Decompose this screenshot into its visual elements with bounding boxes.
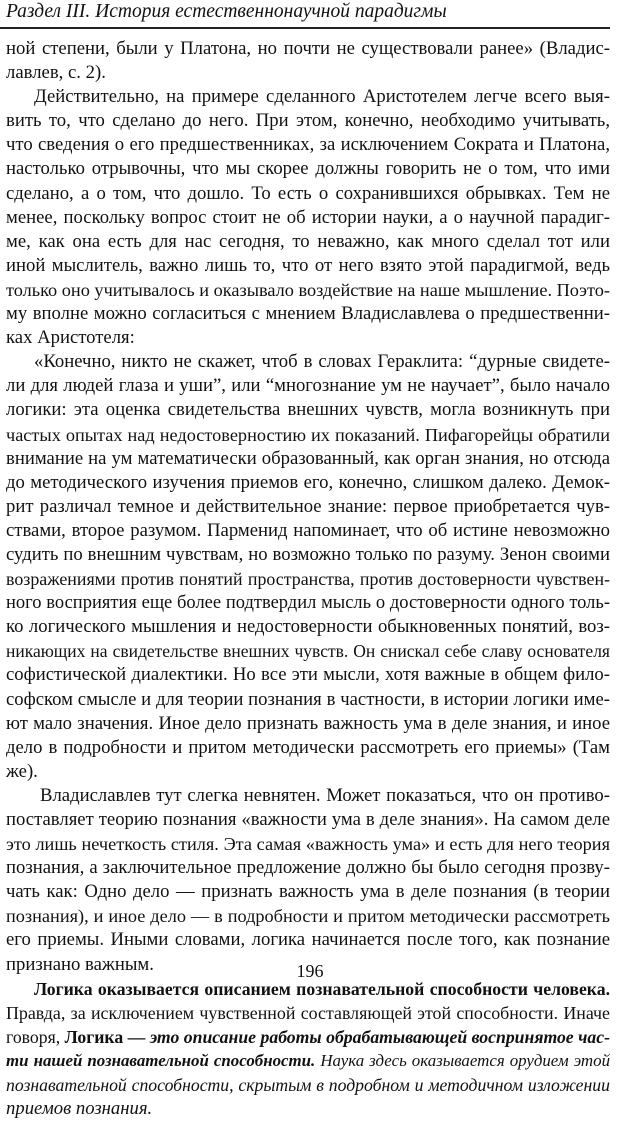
text-line: его приемы. Иными словами, логика начинается после того, как познание xyxy=(6,929,610,951)
bold-italic-definition: ти нашей познавательной способности. xyxy=(6,1050,316,1070)
text-line: вить то, что сделано до него. При этом, конечно, необходимо учитывать, xyxy=(6,110,610,132)
italic-text: Наука здесь оказывается орудием этой xyxy=(315,1050,611,1070)
text-line: познания, а заключительное предложение должно бы было сегодня прозву- xyxy=(6,857,610,879)
quote-line: до методического изучения приемов его, конечно, слишком далеко. Демок- xyxy=(6,471,610,493)
text-line: Правда, за исключением чувственной составляющей этой способности. Иначе xyxy=(6,1002,610,1023)
quote-line: ют мало значения. Иное дело признать важность ума в деле знания, и иное xyxy=(6,712,610,734)
text-line: Владиславлев тут слегка невнятен. Может показаться, что он противо- xyxy=(40,784,610,806)
mixed-line xyxy=(6,1049,610,1073)
text-line: только оно учитывалось и оказывало воздействие на наше мышление. Поэто- xyxy=(6,279,610,300)
quote-line: софистической диалектики. Но все эти мысли, хотя важные в общем фило- xyxy=(6,664,610,686)
text-line: что сведения о его предшественниках, за исключением Сократа и Платона, xyxy=(6,134,610,156)
bold-statement-line: Логика оказывается описанием познавательной способности человека. xyxy=(34,978,610,999)
italic-line: приемов познания. xyxy=(6,1098,153,1120)
quote-line: же). xyxy=(6,760,38,782)
header-rule xyxy=(0,27,610,29)
text-line: чать как: Одно дело — признать важность ума в деле познания (в теории xyxy=(6,881,610,903)
quote-line: ко логического мышления и недостоверности обыкновенных понятий, воз- xyxy=(6,616,610,638)
quote-line: никающих на свидетельстве внешних чувств. Он снискал себе славу основателя xyxy=(6,641,610,662)
text-line: му вполне можно согласиться с мнением Владиславлева о предшественни- xyxy=(6,303,610,325)
text-line: лавлев, с. 2). xyxy=(6,62,106,84)
quote-line: софском смысле и для теории познания в частности, в истории логики име- xyxy=(6,688,610,710)
italic-line: познавательной способности, скрытым в подробном и методичном изложении xyxy=(6,1075,610,1096)
bold-term: Логика — xyxy=(64,1026,150,1047)
text-line: ной степени, были у Платона, но почти не существовали ранее» (Владис- xyxy=(6,38,610,59)
text-line: Действительно, на примере сделанного Аристотелем легче всего выя- xyxy=(34,86,610,108)
quote-line: ствами, второе разумом. Парменид напоминает, что об истине невозможно xyxy=(6,519,610,541)
mixed-line xyxy=(6,1025,610,1049)
text-line: признано важным. xyxy=(6,953,154,975)
quote-line: судить по внешним чувствам, но возможно только по разуму. Зенон своими xyxy=(6,543,610,565)
text-line: познания), и иное дело — в подробности и притом методически рассмотреть xyxy=(6,906,610,927)
page-number: 196 xyxy=(296,961,324,981)
text-line: ме, как она есть для нас сегодня, то неважно, как много сделал тот или xyxy=(6,230,610,252)
text-line: менее, поскольку вопрос стоит не об истории науки, а о научной парадиг- xyxy=(6,206,610,228)
text-line: это лишь нечеткость стиля. Эта самая «важность ума» и есть для него теория xyxy=(6,834,610,855)
quote-line: рит различал темное и действительное знание: первое приобретается чув- xyxy=(6,495,610,517)
bold-italic-definition: это описание работы обрабатывающей воспринятое час- xyxy=(149,1026,610,1047)
quote-line: ного восприятия еще более подтвердил мысль о достоверности одного толь- xyxy=(6,593,610,614)
quote-line: дело в подробности и притом методически рассмотреть его приемы» (Там xyxy=(6,736,610,758)
quote-line: ли для людей глаза и уши”, или “многознание ум не научает”, было начало xyxy=(6,375,610,397)
text-line: иной мыслитель, важно лишь то, что от него взято этой парадигмой, ведь xyxy=(6,254,610,276)
text-line: сделано, а о том, что дошло. То есть о сохранившихся обрывках. Тем не xyxy=(6,182,610,204)
text-fragment: говоря, xyxy=(6,1026,65,1047)
quote-line: частых опытах над недостоверностию их показаний. Пифагорейцы обратили xyxy=(6,424,610,445)
body-text xyxy=(6,37,610,1121)
text-line: поставляет теорию познания «важности ума в деле знания». На самом деле xyxy=(6,809,610,830)
quote-line: внимание на ум математически образованный, как орган знания, но отсюда xyxy=(6,447,610,469)
quote-line: «Конечно, никто не скажет, чтоб в словах Гераклита: “дурные свидете- xyxy=(34,351,610,373)
quote-line: возражениями против понятий пространства, против достоверности чувствен- xyxy=(6,569,610,590)
quote-line: логики: эта оценка свидетельства внешних чувств, могла возникнуть при xyxy=(6,399,610,421)
text-line: настолько отрывочны, что мы скорее должны говорить не о том, что ими xyxy=(6,158,610,180)
text-line: ках Аристотеля: xyxy=(6,327,135,349)
running-head: Раздел III. История естественнонаучной парадигмы xyxy=(6,1,447,22)
